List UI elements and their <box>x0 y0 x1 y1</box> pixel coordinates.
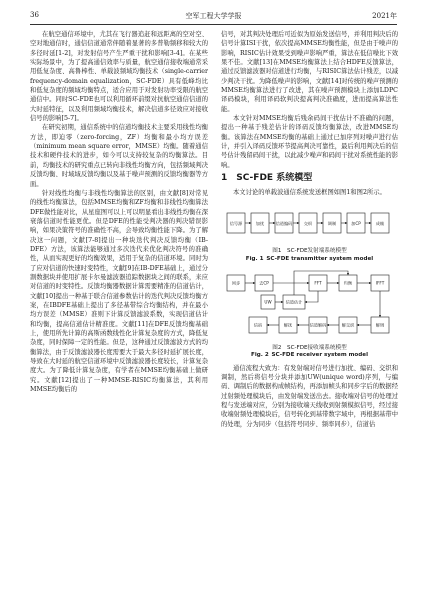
fig2-label-uw: UW <box>264 299 272 305</box>
running-header <box>30 11 397 25</box>
right-paragraph-2: 本文针对MMSE均衡后残余码间干扰估计不准确的问题，提出一种基于残差估计的译码反馈均衡算法，改进MMSE均衡。该算法在MMSE均衡的基础上通过已加序列对噪声进行估计，并引入译码反馈环节提高判决可靠性，最后利用判决后的信号估计残留码间干扰，以此减少噪声和码间干扰对系统性能的影响。 <box>221 115 398 169</box>
section-title: SC-FDE 系统模型 <box>236 173 313 184</box>
fig2-label-ifft: IFFT <box>375 280 385 286</box>
figure-2-caption-cn: 图2 SC-FDE接收端系统模型 <box>272 344 347 351</box>
fig1-label-cp: 加CP <box>351 220 361 226</box>
figure-1 <box>221 201 398 263</box>
fig2-label-sync: 同步 <box>231 280 241 286</box>
fig2-label-fft: FFT <box>314 280 322 286</box>
section-intro: 本文讨论的单载波通信系统发送框图如图1和图2所示。 <box>233 188 386 196</box>
fig2-label-channel-est: 信道估计 <box>285 299 303 305</box>
header-rule <box>30 24 397 25</box>
right-column <box>221 30 398 429</box>
fig1-label-modulate: 调制 <box>327 220 337 226</box>
figure-1-diagram <box>221 201 398 245</box>
fig1-label-interleave: 交织 <box>303 220 313 226</box>
figure-2-caption-label: Fig. 2 <box>251 352 269 359</box>
left-paragraph-3: 针对线性均衡与非线性均衡算法的区别，由文献[8]对常见的线性均衡算法，包括MMSE均衡和ZF均衡和非线性均衡算法DFE做性能对比，从星座图可以上可以明显看出非线性均衡在深衰落信道时性能更优。但是DFE的性能受判决器的判决错误影响，如果决策符号的准确性不高，会导致均衡性能下降。为了解决这一问题，文献[7-8]提出一种块迭代判决反馈均衡（IB-DFE）方法，该算法能够通过多次迭代来优化判决符号的准确性，从而实现更好的均衡效果，适用于复杂的信道环境。同时为了应对信道的快速时变特性，文献[9]在IB-DFE基础上，通过分割数据块并使用扩展卡尔曼滤波器追踪数据块之间的联系，来应对信道的时变特性。反馈均衡器数据计算需要精准的信道估计，文献[10]提出一种基于联合信道参数估计的迭代判决反馈均衡方案，在IBDFE基础上提出了多径基带综合均衡结构，并在最小均方误差（MMSE）准则下计算反馈滤波系数，实现信道估计和均衡，提高信道估计精准度。文献[11]在DFE反馈均衡基础上，使用所先计算的高斯函数线性化计算复杂度的方式，降低复杂度，同时保障一定的性能。但是，这种通过反馈滤波方式的均衡算法，由于反馈滤波器长度需要大于最大多径时延扩展长度，导致在大时延的航空信道环境中反馈滤波器长度较长，计算复杂度大。为了降低计算复杂度，有学者在MMSE均衡基础上做研究。文献[12]提出了一种MMSE-RISIC均衡算法，其利用MMSE均衡后的 <box>30 189 208 394</box>
section-number: 1 <box>221 173 228 184</box>
right-paragraph-3: 通信流程大致为：有发射端对信号进行加扰、编码、交织和调制，然后将信号分块并添加UW(unique word)序列，与编码、调制后的数据构成帧结构，再添加帧头和同步字后的数据经过射频处理模块后，由发射端发送出去。接收端对信号的处理过程与发送端对应，分别为接收端天线收到射频模拟信号，经过接收端射频处理模块后，信号转化到基带数字域中，再根据基带中的处理，分为同步（包括符号同步、频率同步），信道估 <box>221 364 398 428</box>
fig2-label-remove-cp: 去CP <box>259 280 269 286</box>
left-paragraph-2: 在研究初期，通信系统中的信道均衡技术主要采用线性均衡方法，即迫零（zero-forcing，ZF）均衡和最小均方误差（minimum mean square error，MMSE）均衡。随着通信技术和硬件技术的进步，如今可以支持较复杂的均衡算法。目前，均衡技术的研究重点已转向非线性均衡方向，包括频域判决反馈均衡、时域域反馈均衡以及基于噪声预测的反馈均衡器等方面。 <box>30 124 208 188</box>
left-paragraph-1: 在航空通信环境中，尤其在飞行器追赶和远距离的空对空、空对地通信时，通信信道通常伴随着显著的多普勒频移和较大的多径时延[1-2]，对发射信号产生严重干扰和影响[3-4]。在某些实际场景中，为了提高通信效率与质量，航空通信接收端通常采用低复杂度、高鲁棒性、单载波频域均衡技术（single-carrier frequency-domain equalization，SC-FDE）具有低峰均比和低复杂度的频域均衡特点，适合应用于对发射功率受限的航空通信中。同时SC-FDE也可以利用循环前缀对抗航空通信信道的大时延特征，以及利用频域均衡技术，解决信道多径效应对接收信号的影响[5-7]。 <box>30 31 208 123</box>
header-year: 2021年 <box>372 12 397 20</box>
fig2-label-sink: 信宿 <box>253 322 263 328</box>
figure-1-caption-label: Fig. 1 <box>245 255 264 262</box>
journal-name: 空军工程大学学报 <box>185 12 242 20</box>
fig2-label-deinterleave: 解交织 <box>341 322 355 328</box>
figure-2-diagram <box>221 267 398 341</box>
left-column <box>30 30 208 394</box>
fig2-label-demodulate: 解调 <box>375 322 385 328</box>
fig2-label-decode: 信道解码 <box>309 322 327 328</box>
figure-2 <box>221 267 398 359</box>
figure-2-caption-en <box>221 352 398 360</box>
fig2-label-equalize: 均衡 <box>343 280 353 286</box>
figure-1-caption-text: SC-FDE transmitter system model <box>266 255 374 262</box>
page-number: 36 <box>30 11 39 19</box>
fig1-label-source: 信号源 <box>229 220 243 226</box>
fig1-label-frame: 成帧 <box>375 220 385 226</box>
fig1-label-encode: 信道编码 <box>275 220 293 226</box>
figure-1-caption-cn: 图1 SC-FDE发射端系统模型 <box>272 248 347 255</box>
section-heading <box>221 174 398 183</box>
right-paragraph-1: 信号，对其判决处理后可近似为原始发送信号，并利用判决后的信号计算ISI干扰，依次提高MMSE均衡性能，但是由于噪声的影响，RISIC估计效果受到噪声影响严重，算法在低信噪比下效果不佳。文献[13]在MMSE均衡算法上结合HDFE反馈算法，通过反馈滤波器对信道进行均衡，与RISIC算法估计残差，以减少判决干扰。为降低噪声的影响，文献[14]对传统的噪声预测的MMSE均衡算法进行了改进，其在噪声预测模块上添加LDPC译码模块，利用译码软判决提高判决准确度，进而提高算法性能。 <box>221 31 398 113</box>
fig1-label-scramble: 加扰 <box>255 220 265 226</box>
figure-2-caption-text: SC-FDE receiver system model <box>271 352 368 359</box>
fig2-label-descramble: 解扰 <box>283 322 293 328</box>
figure-1-caption-en <box>221 256 398 264</box>
